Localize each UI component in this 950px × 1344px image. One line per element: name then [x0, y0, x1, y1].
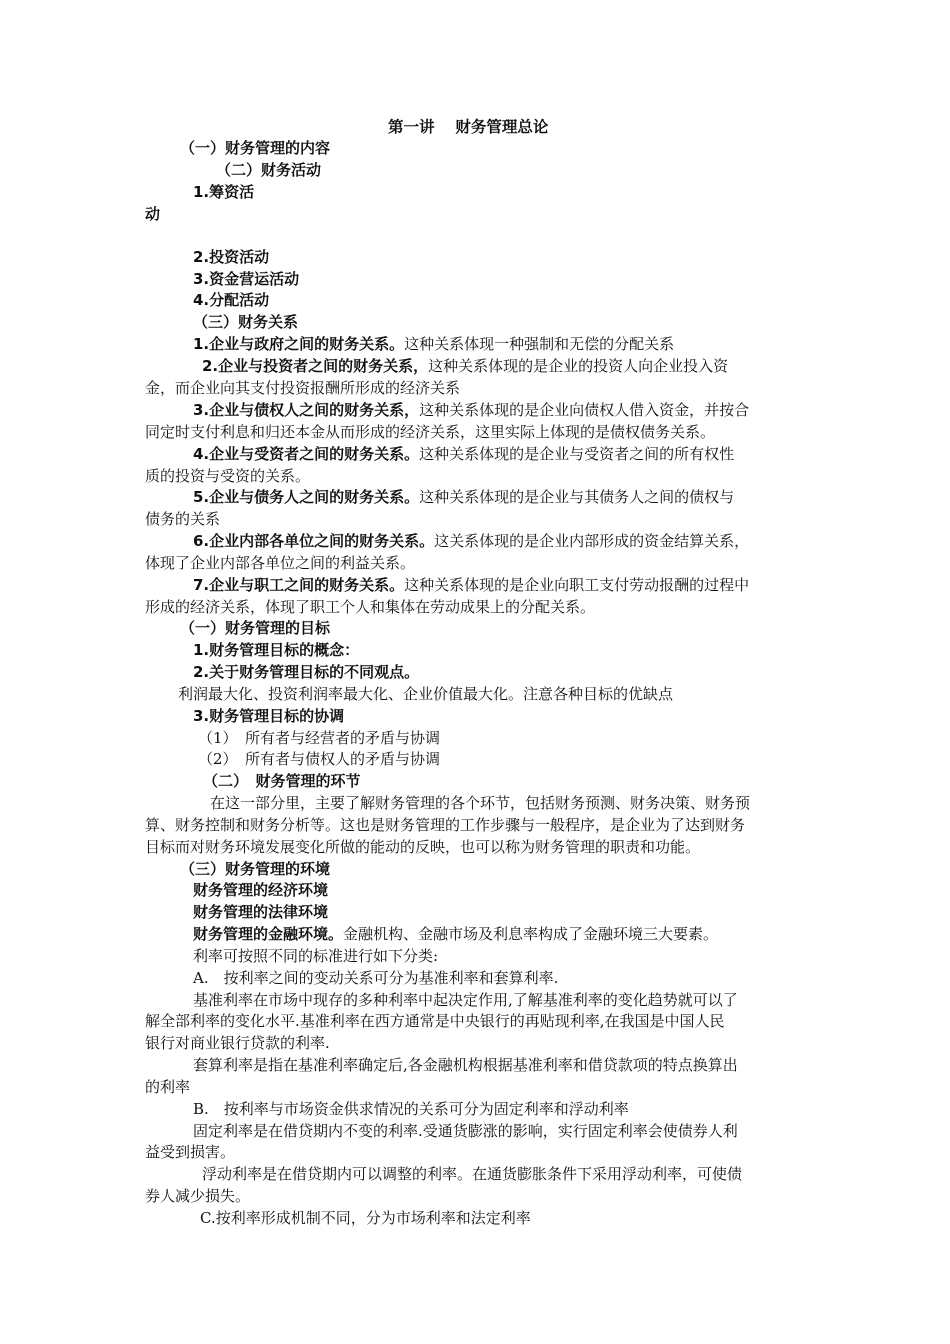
relation-5-label: 5.企业与债务人之间的财务关系。	[193, 488, 420, 506]
environment-financial	[193, 923, 718, 945]
relation-3-text: 这种关系体现的是企业向债权人借入资金，并按合	[419, 401, 750, 419]
environment-legal: 财务管理的法律环境	[193, 903, 329, 921]
goal-item-2: 2.关于财务管理目标的不同观点。	[193, 663, 420, 681]
relation-7-cont: 形成的经济关系，体现了职工个人和集体在劳动成果上的分配关系。	[145, 598, 596, 616]
subsection-heading-activities: （二）财务活动	[216, 161, 322, 179]
relation-2-label: 2.企业与投资者之间的财务关系，	[202, 357, 429, 375]
relation-4	[193, 443, 734, 465]
links-paragraph-line-1: 在这一部分里，主要了解财务管理的各个环节，包括财务预测、财务决策、财务预	[210, 794, 751, 812]
base-rate-line-1: 基准利率在市场中现存的多种利率中起决定作用,了解基准利率的变化趋势就可以了	[193, 991, 738, 1009]
relation-3-label: 3.企业与债权人之间的财务关系，	[193, 401, 420, 419]
coordination-item-1: （1） 所有者与经营者的矛盾与协调	[198, 729, 441, 747]
relation-5	[193, 486, 734, 508]
relation-4-label: 4.企业与受资者之间的财务关系。	[193, 445, 420, 463]
relation-4-cont: 质的投资与受资的关系。	[145, 467, 311, 485]
goal-item-1: 1.财务管理目标的概念：	[193, 641, 360, 659]
relation-6	[193, 530, 749, 552]
environment-financial-label: 财务管理的金融环境。	[193, 925, 344, 943]
activity-item-3: 3.资金营运活动	[193, 270, 300, 288]
section-heading-goals: （一）财务管理的目标	[180, 619, 331, 637]
relation-5-cont: 债务的关系	[145, 510, 221, 528]
relation-6-cont: 体现了企业内部各单位之间的利益关系。	[145, 554, 416, 572]
environment-financial-text: 金融机构、金融市场及利息率构成了金融环境三大要素。	[343, 925, 719, 943]
subsection-heading-relations: （三）财务关系	[193, 313, 299, 331]
relation-2-cont: 金，而企业向其支付投资报酬所形成的经济关系	[145, 379, 461, 397]
page-title: 第一讲 财务管理总论	[388, 118, 549, 136]
coordination-item-2: （2） 所有者与债权人的矛盾与协调	[198, 750, 441, 768]
relation-6-label: 6.企业内部各单位之间的财务关系。	[193, 532, 435, 550]
floating-rate-line-1: 浮动利率是在借贷期内可以调整的利率。在通货膨胀条件下采用浮动利率，可使债	[202, 1165, 743, 1183]
relation-7-label: 7.企业与职工之间的财务关系。	[193, 576, 405, 594]
goal-item-3: 3.财务管理目标的协调	[193, 707, 345, 725]
cross-rate-line-2: 的利率	[145, 1078, 191, 1096]
base-rate-line-2: 解全部利率的变化水平.基准利率在西方通常是中央银行的再贴现利率,在我国是中国人民	[145, 1012, 725, 1030]
goal-views-text: 利润最大化、投资利润率最大化、企业价值最大化。注意各种目标的优缺点	[178, 685, 674, 703]
activity-item-2: 2.投资活动	[193, 248, 270, 266]
relation-7	[193, 574, 749, 596]
rate-category-b: B. 按利率与市场资金供求情况的关系可分为固定利率和浮动利率	[193, 1100, 629, 1118]
relation-3	[193, 399, 749, 421]
base-rate-line-3: 银行对商业银行贷款的利率.	[145, 1034, 330, 1052]
relation-5-text: 这种关系体现的是企业与其债务人之间的债权与	[419, 488, 735, 506]
cross-rate-line-1: 套算利率是指在基准利率确定后,各金融机构根据基准利率和借贷款项的特点换算出	[193, 1056, 738, 1074]
subsection-heading-links: （二） 财务管理的环节	[203, 772, 361, 790]
environment-economic: 财务管理的经济环境	[193, 881, 329, 899]
activity-item-4: 4.分配活动	[193, 291, 270, 309]
relation-1-label: 1.企业与政府之间的财务关系。	[193, 335, 405, 353]
relation-3-cont: 同定时支付利息和归还本金从而形成的经济关系，这里实际上体现的是债权债务关系。	[145, 423, 716, 441]
activity-item-1: 1.筹资活	[193, 183, 255, 201]
relation-6-text: 这关系体现的是企业内部形成的资金结算关系，	[434, 532, 750, 550]
relation-1-text: 这种关系体现一种强制和无偿的分配关系	[404, 335, 675, 353]
subsection-heading-environment: （三）财务管理的环境	[180, 860, 331, 878]
rate-intro: 利率可按照不同的标准进行如下分类:	[193, 947, 439, 965]
relation-7-text: 这种关系体现的是企业向职工支付劳动报酬的过程中	[404, 576, 750, 594]
activity-item-1-cont: 动	[145, 205, 161, 223]
relation-1	[193, 333, 674, 355]
floating-rate-line-2: 券人减少损失。	[145, 1187, 251, 1205]
rate-category-a: A. 按利率之间的变动关系可分为基准利率和套算利率.	[193, 969, 559, 987]
fixed-rate-line-1: 固定利率是在借贷期内不变的利率.受通货膨涨的影响，实行固定利率会使债券人利	[193, 1122, 738, 1140]
fixed-rate-line-2: 益受到损害。	[145, 1143, 236, 1161]
section-heading-content: （一）财务管理的内容	[180, 139, 331, 157]
links-paragraph-line-2: 算、财务控制和财务分析等。这也是财务管理的工作步骤与一般程序，是企业为了达到财务	[145, 816, 746, 834]
rate-category-c: C.按利率形成机制不同，分为市场利率和法定利率	[200, 1209, 531, 1227]
links-paragraph-line-3: 目标而对财务环境发展变化所做的能动的反映，也可以称为财务管理的职责和功能。	[145, 838, 701, 856]
relation-2-text: 这种关系体现的是企业的投资人向企业投入资	[428, 357, 729, 375]
relation-4-text: 这种关系体现的是企业与受资者之间的所有权性	[419, 445, 735, 463]
relation-2	[202, 355, 728, 377]
